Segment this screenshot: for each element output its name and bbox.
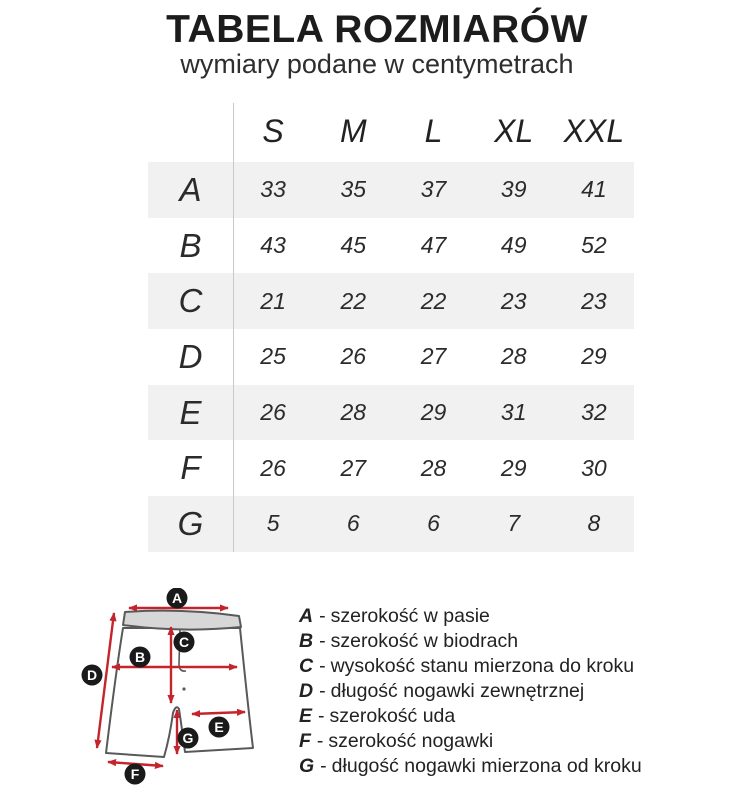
table-row <box>148 273 634 329</box>
legend-separator: - <box>319 655 326 677</box>
legend-text: wysokość stanu mierzona do kroku <box>330 655 635 677</box>
marker-letter-a: A <box>171 590 183 606</box>
marker-letter-g: G <box>182 730 194 746</box>
legend-letter: C <box>299 655 314 677</box>
legend-separator: - <box>319 630 326 652</box>
legend-text: długość nogawki zewnętrznej <box>330 680 585 702</box>
table-cell: 26 <box>260 454 286 481</box>
marker-letter-b: B <box>134 649 146 665</box>
legend-letter: F <box>299 730 311 752</box>
table-cell: 26 <box>260 399 286 426</box>
table-row <box>148 162 634 218</box>
shorts-measurement-diagram <box>78 588 298 796</box>
table-cell: 27 <box>340 454 367 481</box>
table-cell: 30 <box>581 454 607 481</box>
measurement-legend <box>299 604 642 779</box>
table-row <box>148 218 634 274</box>
table-cell: 6 <box>427 510 440 537</box>
legend-text: szerokość w pasie <box>330 605 490 627</box>
marker-g <box>178 728 199 749</box>
legend-text: szerokość w biodrach <box>330 630 519 652</box>
table-cell: 52 <box>581 232 607 259</box>
legend-text: szerokość nogawki <box>328 730 494 752</box>
table-cell: 43 <box>260 232 286 259</box>
table-cell: 22 <box>420 287 447 314</box>
table-header-cell: XL <box>494 112 534 149</box>
marker-b <box>130 647 151 668</box>
table-cell: 5 <box>266 510 280 537</box>
table-cell: 41 <box>581 176 607 203</box>
marker-f <box>125 764 146 785</box>
legend-letter: G <box>299 755 315 777</box>
marker-letter-e: E <box>214 719 224 735</box>
legend-letter: A <box>299 605 314 627</box>
table-header-row <box>148 100 634 162</box>
marker-a <box>167 588 188 609</box>
table-cell: 23 <box>581 287 607 314</box>
row-label: C <box>178 282 203 320</box>
legend-item <box>299 654 642 679</box>
row-label: A <box>179 170 202 208</box>
legend-separator: - <box>316 730 324 752</box>
legend-letter: D <box>299 680 314 702</box>
row-label: D <box>178 337 203 375</box>
legend-letter: B <box>299 630 314 652</box>
marker-letter-f: F <box>130 766 140 782</box>
waistband <box>123 611 241 630</box>
table-cell: 23 <box>500 287 527 314</box>
row-label: B <box>179 226 202 264</box>
table-cell: 22 <box>340 287 367 314</box>
table-cell: 25 <box>260 343 286 370</box>
table-cell: 31 <box>500 399 527 426</box>
table-header-cell: XXL <box>563 112 625 149</box>
legend-item <box>299 704 642 729</box>
table-header-cell: S <box>262 112 284 149</box>
legend-separator: - <box>320 755 327 777</box>
table-cell: 21 <box>260 287 286 314</box>
legend-separator: - <box>319 680 326 702</box>
legend-text: szerokość uda <box>329 705 456 727</box>
table-header-cell: M <box>339 112 367 149</box>
table-cell: 28 <box>500 343 527 370</box>
table-row <box>148 440 634 496</box>
table-cell: 33 <box>260 176 286 203</box>
legend-item <box>299 754 642 779</box>
legend-separator: - <box>319 605 326 627</box>
legend-item <box>299 729 642 754</box>
table-cell: 32 <box>581 399 607 426</box>
table-cell: 26 <box>340 343 367 370</box>
table-cell: 6 <box>346 510 360 537</box>
table-cell: 8 <box>587 510 601 537</box>
legend-item <box>299 679 642 704</box>
table-row <box>148 496 634 552</box>
table-row <box>148 329 634 385</box>
legend-item <box>299 629 642 654</box>
table-row <box>148 385 634 441</box>
table-cell: 29 <box>420 399 447 426</box>
legend-text: długość nogawki mierzona od kroku <box>331 755 642 777</box>
table-cell: 49 <box>500 232 527 259</box>
table-cell: 29 <box>581 343 607 370</box>
table-column-divider <box>233 103 234 552</box>
table-cell: 28 <box>420 454 447 481</box>
fly-button <box>182 687 185 690</box>
table-cell: 35 <box>340 176 367 203</box>
table-cell: 7 <box>507 510 521 537</box>
row-label: E <box>179 393 202 431</box>
marker-letter-d: D <box>86 667 98 683</box>
row-label: F <box>180 449 201 487</box>
table-cell: 27 <box>420 343 447 370</box>
marker-d <box>82 665 103 686</box>
marker-letter-c: C <box>178 634 190 650</box>
marker-c <box>174 632 195 653</box>
row-label: G <box>177 504 204 542</box>
table-cell: 47 <box>420 232 447 259</box>
table-cell: 29 <box>500 454 527 481</box>
legend-separator: - <box>318 705 325 727</box>
legend-item <box>299 604 642 629</box>
table-cell: 37 <box>420 176 447 203</box>
table-cell: 39 <box>500 176 527 203</box>
legend-letter: E <box>299 705 313 727</box>
table-corner-cell <box>148 100 233 162</box>
size-table <box>148 100 634 552</box>
page-subtitle: wymiary podane w centymetrach <box>180 49 574 79</box>
page-title: TABELA ROZMIARÓW <box>166 8 588 51</box>
table-header-cell: L <box>424 112 443 149</box>
table-cell: 28 <box>340 399 367 426</box>
marker-e <box>209 717 230 738</box>
table-cell: 45 <box>340 232 367 259</box>
